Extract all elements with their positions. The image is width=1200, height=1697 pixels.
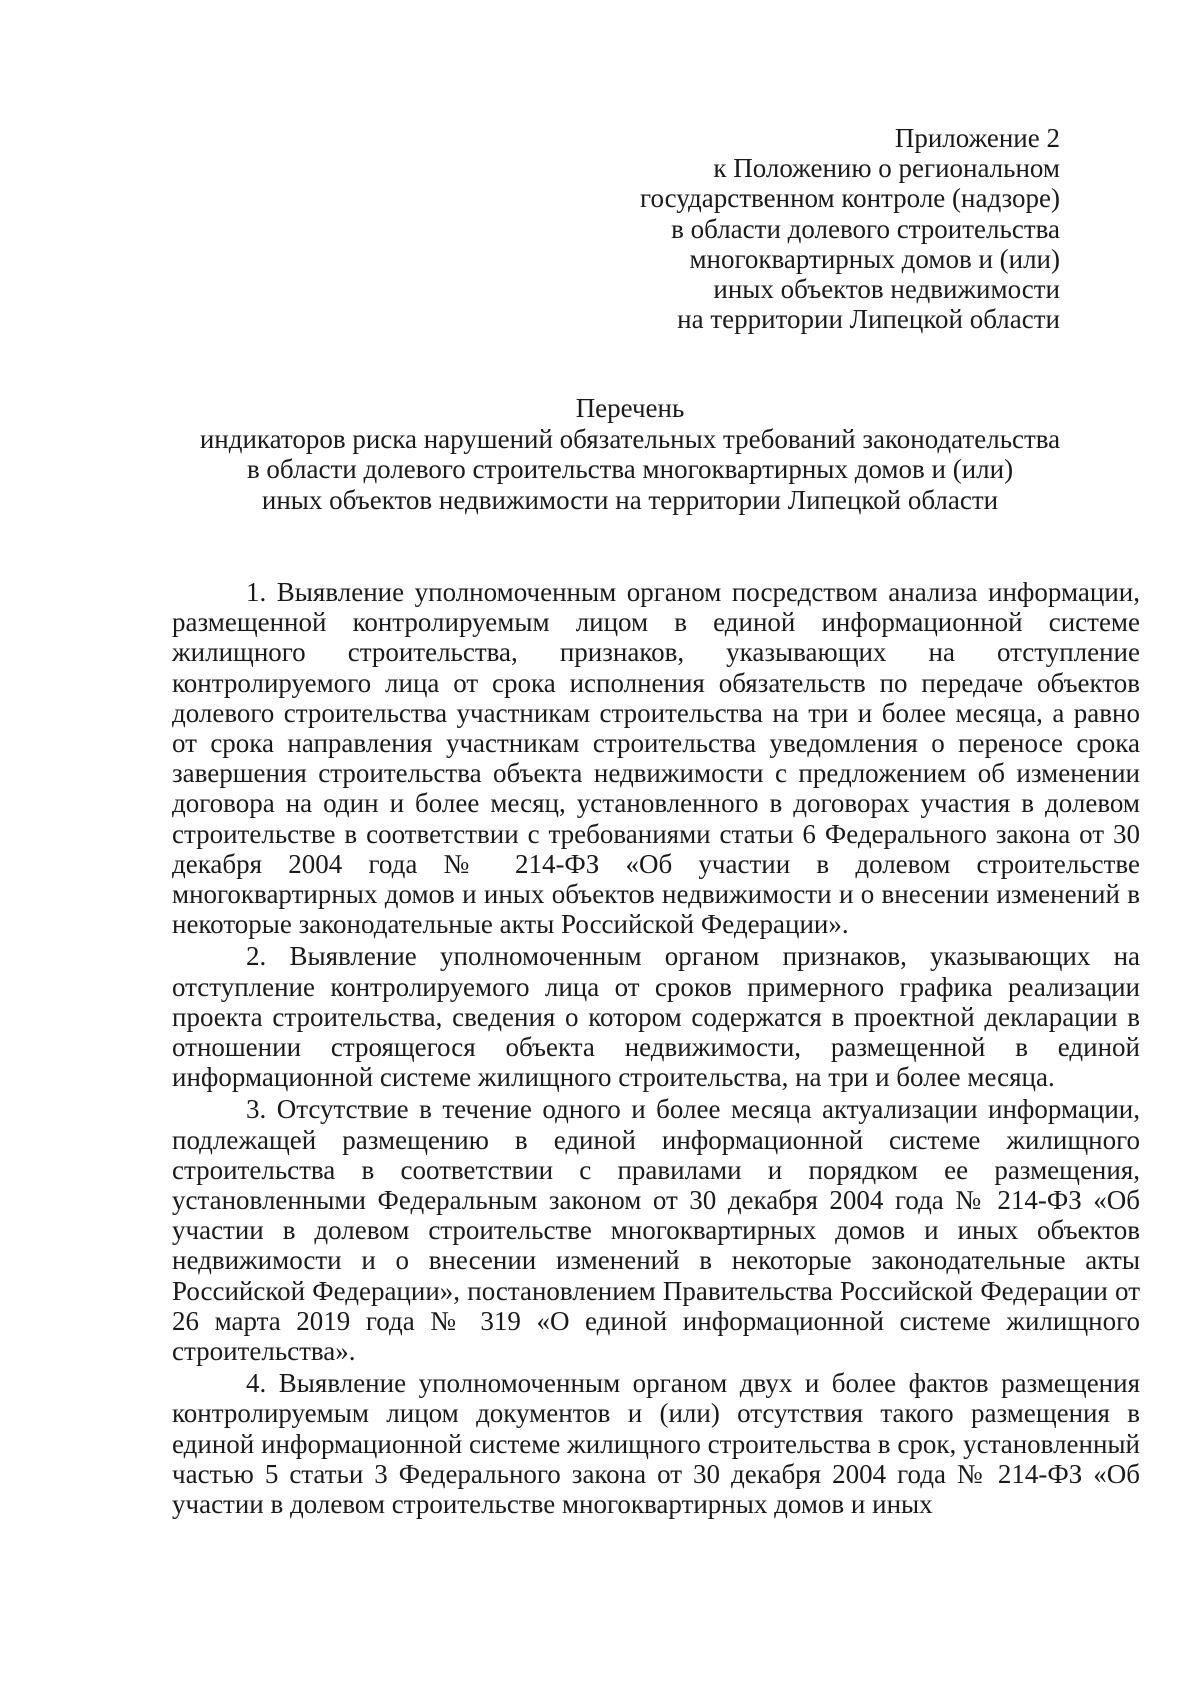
appendix-line: Приложение 2 <box>894 123 1060 153</box>
paragraph-2: 2. Выявление уполномоченным органом признаков, указывающих на отступление контролируемого лица от сроков примерного графика реализации проекта строительства, сведения о котором содержатся в проектной декларации в отношении строящегося объекта недвижимости, размещенной в единой информационной системе жилищного строительства, на три и более месяца. <box>172 941 1140 1093</box>
paragraph-1: 1. Выявление уполномоченным органом посредством анализа информации, размещенной контролируемым лицом в единой информационной системе жилищного строительства, признаков, указывающих на отступление контролируемого лица от срока исполнения обязательств по передаче объектов долевого строительства участникам строительства на три и более месяца, а равно от срока направления участникам строительства уведомления о переносе срока завершения строительства объекта недвижимости с предложением об изменении договора на один и более месяц, установленного в договорах участия в долевом строительстве в соответствии с требованиями статьи 6 Федерального закона от 30 декабря 2004 года № 214-ФЗ «Об участии в долевом строительстве многоквартирных домов и иных объектов недвижимости и о внесении изменений в некоторые законодательные акты Российской Федерации». <box>172 577 1140 940</box>
title-line: индикаторов риска нарушений обязательных требований законодательства <box>199 423 1061 454</box>
title-line: в области долевого строительства многоквартирных домов и (или) <box>246 454 1014 484</box>
appendix-line: многоквартирных домов и (или) <box>689 243 1060 274</box>
paragraph-3: 3. Отсутствие в течение одного и более месяца актуализации информации, подлежащей размещению в единой информационной системе жилищного строительства в соответствии с правилами и порядком ее размещения, установленными Федеральным законом от 30 декабря 2004 года № 214-ФЗ «Об участии в долевом строительстве многоквартирных домов и иных объектов недвижимости и о внесении изменений в некоторые законодательные акты Российской Федерации», постановлением Правительства Российской Федерации от 26 марта 2019 года № 319 «О единой информационной системе жилищного строительства». <box>172 1094 1140 1367</box>
document-title <box>170 393 1090 515</box>
appendix-line: на территории Липецкой области <box>677 304 1060 335</box>
appendix-header <box>640 123 1060 334</box>
document-body <box>172 577 1140 1519</box>
appendix-line: иных объектов недвижимости <box>713 274 1060 305</box>
appendix-line: к Положению о региональном <box>713 153 1060 184</box>
appendix-line: в области долевого строительства <box>671 213 1060 244</box>
title-line: иных объектов недвижимости на территории Липецкой области <box>261 484 999 515</box>
appendix-line: государственном контроле (надзоре) <box>640 183 1060 214</box>
paragraph-4: 4. Выявление уполномоченным органом двух и более фактов размещения контролируемым лицом документов и (или) отсутствия такого размещения в единой информационной системе жилищного строительства в срок, установленный частью 5 статьи 3 Федерального закона от 30 декабря 2004 года № 214-ФЗ «Об участии в долевом строительстве многоквартирных домов и иных <box>172 1368 1140 1520</box>
title-heading: Перечень <box>575 393 685 423</box>
